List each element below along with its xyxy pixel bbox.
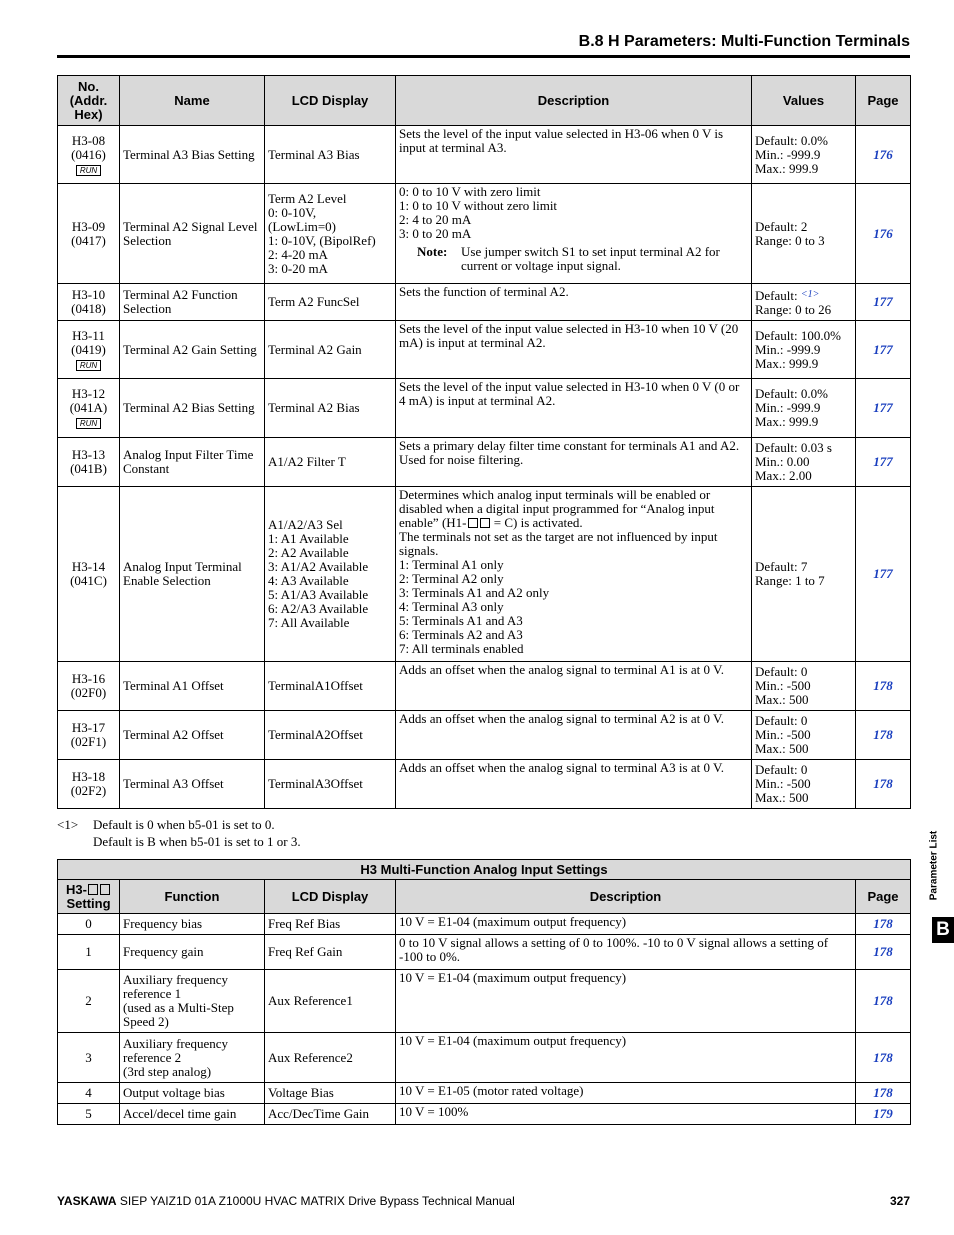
lcd-display-cell (265, 711, 396, 760)
description-line: 6: Terminals A2 and A3 (399, 627, 523, 642)
value-line: Min.: 0.00 (755, 454, 810, 469)
table-row (58, 438, 911, 487)
description-line: 2: 4 to 20 mA (399, 212, 472, 227)
param-number-cell (58, 284, 120, 321)
lcd-display-line: 1: A1 Available (268, 531, 349, 546)
param-address: (041A) (69, 400, 108, 415)
header-function: Function (120, 880, 265, 914)
lcd-display-line: Term A2 FuncSel (268, 294, 360, 309)
header-lcd-display: LCD Display (265, 880, 396, 914)
param-address: (041C) (70, 573, 107, 588)
function-line: (3rd step analog) (123, 1063, 212, 1079)
description-line: 1: Terminal A1 only (399, 557, 504, 572)
description-line: Sets the level of the input value selected in H3-10 when 10 V (20 mA) is input at terminal A2. (399, 321, 739, 350)
description-cell (396, 321, 752, 379)
param-number-cell (58, 438, 120, 487)
param-name: Terminal A3 Offset (120, 760, 265, 809)
param-address: (02F2) (70, 783, 107, 798)
lcd-display-cell (265, 321, 396, 379)
description-line: Adds an offset when the analog signal to terminal A2 is at 0 V. (399, 711, 724, 726)
description-line: Sets a primary delay filter time constant for terminals A1 and A2. Used for noise filtering. (399, 438, 740, 467)
table-row (58, 662, 911, 711)
value-line: Default: 0 (755, 762, 808, 777)
param-number-cell (58, 662, 120, 711)
value-line: Default: (755, 287, 798, 303)
param-number: H3-17 (71, 720, 106, 735)
value-line: Default: 0 (755, 713, 808, 728)
description-intro (399, 488, 748, 530)
setting-value: 3 (58, 1033, 120, 1083)
values-cell (752, 321, 856, 379)
param-address: (0418) (71, 301, 106, 316)
param-name: Analog Input Filter Time Constant (120, 438, 265, 487)
footnote-mark: <1> (57, 817, 79, 832)
settings-table (57, 859, 911, 1125)
param-address: (041B) (70, 461, 107, 476)
value-line: Max.: 999.9 (755, 414, 819, 429)
description-cell (396, 379, 752, 438)
param-number: H3-10 (71, 287, 106, 302)
param-address: (02F1) (70, 734, 107, 749)
values-cell (752, 284, 856, 321)
setting-value: 1 (58, 935, 120, 970)
run-badge: RUN (76, 360, 101, 371)
description-text: Determines which analog input terminals will be enabled or disabled when a digital input programmed for “Analog input enable” (H1- (399, 487, 715, 530)
description-text: = C) is activated. (490, 515, 583, 530)
page-link[interactable]: 176 (856, 126, 911, 184)
header-page: Page (856, 76, 911, 126)
param-number: H3-09 (71, 218, 106, 234)
header-page: Page (856, 880, 911, 914)
param-name: Terminal A2 Signal Level Selection (120, 184, 265, 284)
param-number-cell (58, 487, 120, 662)
param-address: (0417) (71, 232, 106, 248)
description-line: 3: 0 to 20 mA (399, 226, 472, 241)
lcd-display-cell (265, 662, 396, 711)
lcd-display-line: Terminal A2 Bias (268, 400, 360, 415)
lcd-display-line: A1/A2/A3 Sel (268, 517, 343, 532)
param-number: H3-11 (72, 327, 105, 343)
description-line: 4: Terminal A3 only (399, 599, 504, 614)
param-name: Analog Input Terminal Enable Selection (120, 487, 265, 662)
setting-label: Setting (66, 895, 111, 911)
value-line: Max.: 500 (755, 692, 809, 707)
description-line: 5: Terminals A1 and A3 (399, 613, 523, 628)
digit-box-icon (480, 518, 490, 528)
table-row (58, 284, 911, 321)
page-link[interactable]: 178 (856, 662, 911, 711)
footnote-reference[interactable]: <1> (800, 288, 820, 300)
function-cell (120, 1033, 265, 1083)
values-cell (752, 711, 856, 760)
param-name: Terminal A1 Offset (120, 662, 265, 711)
footer (57, 1194, 910, 1208)
page-link[interactable]: 178 (856, 970, 911, 1033)
description-cell (396, 711, 752, 760)
run-badge: RUN (76, 418, 101, 429)
param-number: H3-08 (71, 132, 106, 148)
description-cell (396, 760, 752, 809)
table-row (58, 379, 911, 438)
lcd-display-line: 0: 0-10V, (268, 204, 317, 220)
lcd-display-line: 3: 0-20 mA (268, 260, 328, 276)
header-values: Values (752, 76, 856, 126)
description-line: 0: 0 to 10 V with zero limit (399, 184, 541, 199)
param-name: Terminal A3 Bias Setting (120, 126, 265, 184)
header-setting (58, 880, 120, 914)
lcd-display-line: A1/A2 Filter T (268, 454, 346, 469)
values-cell (752, 487, 856, 662)
value-line: Max.: 500 (755, 741, 809, 756)
digit-box-icon (88, 884, 98, 895)
value-line: Default: 7 (755, 559, 808, 574)
setting-value: 2 (58, 970, 120, 1033)
setting-prefix: H3- (66, 881, 87, 897)
table-row (58, 914, 911, 935)
description-cell (396, 438, 752, 487)
function-line: Auxiliary frequency (123, 972, 229, 987)
value-line: Min.: -999.9 (755, 400, 821, 415)
title-rule (57, 55, 910, 58)
description-cell (396, 184, 752, 284)
value-line: Default: 0 (755, 664, 808, 679)
param-number-cell (58, 321, 120, 379)
param-number: H3-14 (71, 559, 106, 574)
param-number-cell (58, 184, 120, 284)
function-cell (120, 970, 265, 1033)
section-title: B.8 H Parameters: Multi-Function Terminals (578, 33, 910, 50)
settings-table-title: H3 Multi-Function Analog Input Settings (58, 860, 911, 880)
param-number-cell (58, 126, 120, 184)
lcd-display-cell (265, 379, 396, 438)
function-line: (used as a Multi-Step (123, 1000, 234, 1015)
description: 10 V = 100% (396, 1104, 856, 1125)
table-row (58, 126, 911, 184)
parameters-table (57, 75, 911, 809)
page-link[interactable]: 176 (856, 184, 911, 284)
lcd-display-line: TerminalA1Offset (268, 678, 363, 693)
digit-box-icon (100, 884, 110, 895)
lcd-display-cell (265, 184, 396, 284)
description-cell (396, 126, 752, 184)
page-link[interactable]: 178 (856, 711, 911, 760)
page-link[interactable]: 177 (856, 487, 911, 662)
description-line: The terminals not set as the target are not influenced by input signals. (399, 529, 718, 558)
page-link[interactable]: 178 (856, 760, 911, 809)
description: 10 V = E1-04 (maximum output frequency) (396, 1033, 856, 1083)
lcd-display-cell (265, 126, 396, 184)
param-number: H3-18 (71, 769, 106, 784)
description-cell (396, 284, 752, 321)
table-row (58, 487, 911, 662)
param-name: Terminal A2 Function Selection (120, 284, 265, 321)
page-link[interactable]: 177 (856, 438, 911, 487)
table-row (58, 1033, 911, 1083)
page-link[interactable]: 178 (856, 1033, 911, 1083)
function-cell (120, 1104, 265, 1125)
lcd-display: Freq Ref Gain (265, 935, 396, 970)
value-line: Min.: -500 (755, 727, 811, 742)
param-number-cell (58, 711, 120, 760)
value-line: Default: 100.0% (755, 327, 841, 343)
function-line: reference 1 (123, 986, 182, 1001)
footer-brand: YASKAWA (57, 1194, 117, 1208)
lcd-display-line: 5: A1/A3 Available (268, 587, 369, 602)
setting-value: 0 (58, 914, 120, 935)
param-address: (02F0) (70, 685, 107, 700)
function-line: Accel/decel time gain (123, 1106, 237, 1121)
page-link[interactable]: 177 (856, 379, 911, 438)
page-link[interactable]: 179 (856, 1104, 911, 1125)
value-line: Max.: 2.00 (755, 468, 812, 483)
table-row (58, 321, 911, 379)
lcd-display-line: 7: All Available (268, 615, 350, 630)
function-line: Speed 2) (123, 1014, 169, 1029)
param-name: Terminal A2 Bias Setting (120, 379, 265, 438)
lcd-display-cell (265, 284, 396, 321)
values-cell (752, 662, 856, 711)
footer-doc-title: SIEP YAIZ1D 01A Z1000U HVAC MATRIX Drive Bypass Technical Manual (119, 1194, 515, 1208)
table-row (58, 760, 911, 809)
value-line: Default: 2 (755, 218, 808, 234)
table-row (58, 1083, 911, 1104)
side-tab-letter: B (932, 917, 954, 943)
lcd-display: Aux Reference2 (265, 1033, 396, 1083)
description-line: 3: Terminals A1 and A2 only (399, 585, 550, 600)
header-description: Description (396, 76, 752, 126)
lcd-display-line: 2: 4-20 mA (268, 246, 328, 262)
footnote-line-2: Default is B when b5-01 is set to 1 or 3. (93, 834, 301, 849)
value-line: Default: 0.0% (755, 132, 828, 148)
setting-value: 4 (58, 1083, 120, 1104)
digit-box-icon (468, 518, 478, 528)
values-cell (752, 184, 856, 284)
description-line: Adds an offset when the analog signal to terminal A3 is at 0 V. (399, 760, 724, 775)
note (399, 245, 748, 273)
setting-value: 5 (58, 1104, 120, 1125)
page-link[interactable]: 177 (856, 284, 911, 321)
lcd-display: Acc/DecTime Gain (265, 1104, 396, 1125)
page-link[interactable]: 178 (856, 935, 911, 970)
table-row (58, 1104, 911, 1125)
values-cell (752, 760, 856, 809)
description-line: Sets the level of the input value selected in H3-10 when 0 V (0 or 4 mA) is input at terminal A2. (399, 379, 740, 408)
footnote-line-1: Default is 0 when b5-01 is set to 0. (93, 817, 275, 832)
value-default (755, 288, 852, 303)
lcd-display-line: 3: A1/A2 Available (268, 559, 369, 574)
lcd-display-line: Term A2 Level (268, 190, 347, 206)
value-line: Min.: -999.9 (755, 341, 821, 357)
param-number-cell (58, 760, 120, 809)
lcd-display-cell (265, 760, 396, 809)
value-line: Min.: -999.9 (755, 146, 821, 162)
function-line: reference 2 (123, 1049, 182, 1065)
table-row (58, 711, 911, 760)
param-address: (0419) (71, 341, 106, 357)
description-cell (396, 662, 752, 711)
table-row (58, 935, 911, 970)
footnote (57, 816, 301, 850)
value-line: Min.: -500 (755, 678, 811, 693)
lcd-display-line: 1: 0-10V, (BipolRef) (268, 232, 376, 248)
function-line: Frequency bias (123, 916, 203, 931)
value-line: Range: 1 to 7 (755, 573, 825, 588)
param-number: H3-16 (71, 671, 106, 686)
lcd-display: Freq Ref Bias (265, 914, 396, 935)
description-line: 7: All terminals enabled (399, 641, 524, 656)
lcd-display-line: Terminal A3 Bias (268, 146, 360, 162)
description-line: 2: Terminal A2 only (399, 571, 504, 586)
function-line: Output voltage bias (123, 1085, 225, 1100)
value-line: Min.: -500 (755, 776, 811, 791)
function-line: Auxiliary frequency (123, 1035, 229, 1051)
lcd-display-line: TerminalA3Offset (268, 776, 363, 791)
page-link[interactable]: 177 (856, 321, 911, 379)
lcd-display-line: 4: A3 Available (268, 573, 349, 588)
value-line: Range: 0 to 26 (755, 301, 832, 317)
value-line: Max.: 999.9 (755, 355, 819, 371)
lcd-display-cell (265, 487, 396, 662)
lcd-display-line: 6: A2/A3 Available (268, 601, 369, 616)
param-name: Terminal A2 Offset (120, 711, 265, 760)
values-cell (752, 379, 856, 438)
description-cell (396, 487, 752, 662)
note-text: Use jumper switch S1 to set input terminal A2 for current or voltage input signal. (461, 244, 720, 273)
description: 10 V = E1-04 (maximum output frequency) (396, 970, 856, 1033)
lcd-display-cell (265, 438, 396, 487)
function-cell (120, 935, 265, 970)
table-row (58, 184, 911, 284)
lcd-display-line: TerminalA2Offset (268, 727, 363, 742)
page-link[interactable]: 178 (856, 1083, 911, 1104)
description-line: Sets the level of the input value selected in H3-06 when 0 V is input at terminal A3. (399, 126, 724, 155)
description-line: Sets the function of terminal A2. (399, 284, 569, 299)
lcd-display: Voltage Bias (265, 1083, 396, 1104)
page-link[interactable]: 178 (856, 914, 911, 935)
description: 0 to 10 V signal allows a setting of 0 to 100%. -10 to 0 V signal allows a setting of -100 to 0%. (396, 935, 856, 970)
header-name: Name (120, 76, 265, 126)
header-no: No. (Addr. Hex) (58, 76, 120, 126)
note-label: Note: (417, 244, 448, 259)
lcd-display: Aux Reference1 (265, 970, 396, 1033)
value-line: Max.: 500 (755, 790, 809, 805)
description-line: Adds an offset when the analog signal to terminal A1 is at 0 V. (399, 662, 724, 677)
value-line: Default: 0.0% (755, 386, 828, 401)
description-line: 1: 0 to 10 V without zero limit (399, 198, 558, 213)
values-cell (752, 438, 856, 487)
param-number: H3-12 (71, 386, 106, 401)
side-tab-label: Parameter List (928, 830, 940, 901)
lcd-display-line: (LowLim=0) (268, 218, 336, 234)
lcd-display-line: Terminal A2 Gain (268, 341, 362, 357)
function-line: Frequency gain (123, 944, 204, 959)
value-line: Max.: 999.9 (755, 160, 819, 176)
param-number: H3-13 (71, 447, 106, 462)
run-badge: RUN (76, 165, 101, 176)
description: 10 V = E1-05 (motor rated voltage) (396, 1083, 856, 1104)
param-address: (0416) (71, 146, 106, 162)
function-cell (120, 914, 265, 935)
values-cell (752, 126, 856, 184)
param-name: Terminal A2 Gain Setting (120, 321, 265, 379)
value-line: Default: 0.03 s (755, 440, 832, 455)
header-lcd-display: LCD Display (265, 76, 396, 126)
table-row (58, 970, 911, 1033)
description: 10 V = E1-04 (maximum output frequency) (396, 914, 856, 935)
value-line: Range: 0 to 3 (755, 232, 825, 248)
function-cell (120, 1083, 265, 1104)
page-number: 327 (889, 1194, 910, 1208)
lcd-display-line: 2: A2 Available (268, 545, 349, 560)
param-number-cell (58, 379, 120, 438)
header-description: Description (396, 880, 856, 914)
